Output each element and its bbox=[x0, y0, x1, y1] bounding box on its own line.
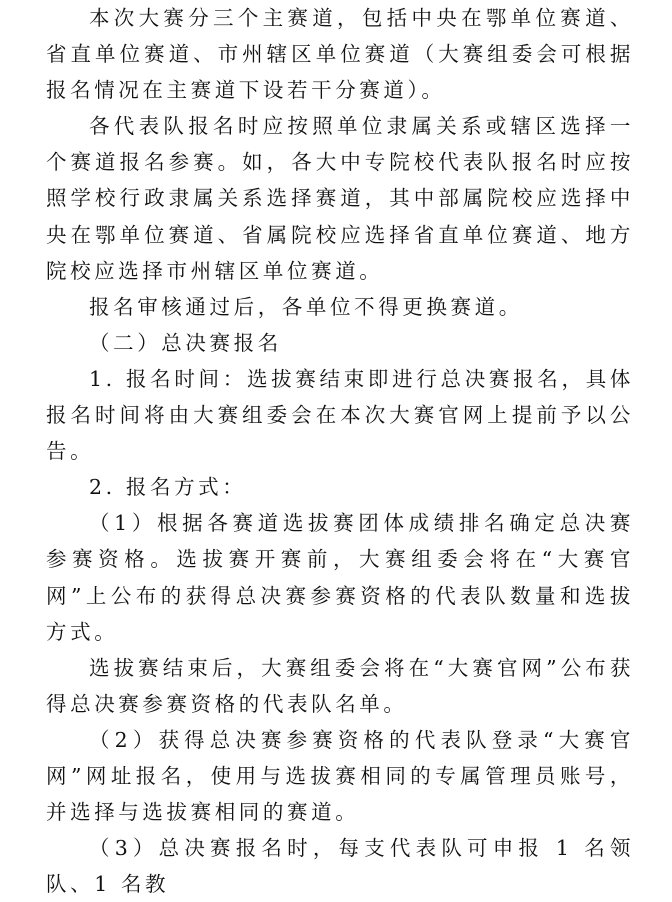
paragraph-method-item-1: （1）根据各赛道选拔赛团体成绩排名确定总决赛参赛资格。选拔赛开赛前，大赛组委会将在“大赛官网”上公布的获得总决赛参赛资格的代表队数量和选拔方式。 bbox=[46, 511, 634, 644]
paragraph-method-item-1-result: 选拔赛结束后，大赛组委会将在“大赛官网”公布获得总决赛参赛资格的代表队名单。 bbox=[46, 655, 634, 716]
paragraph-no-track-change: 报名审核通过后，各单位不得更换赛道。 bbox=[89, 294, 523, 319]
paragraph-registration-time: 1. 报名时间：选拔赛结束即进行总决赛报名，具体报名时间将由大赛组委会在本次大赛官网上提前予以公告。 bbox=[46, 366, 634, 464]
section-heading-final-registration: （二）总决赛报名 bbox=[89, 330, 282, 355]
paragraph-method-item-3: （3）总决赛报名时，每支代表队可申报 1 名领队、1 名教 bbox=[46, 836, 634, 897]
paragraph-track-overview: 本次大赛分三个主赛道，包括中央在鄂单位赛道、省直单位赛道、市州辖区单位赛道（大赛组委会可根据报名情况在主赛道下设若干分赛道）。 bbox=[46, 6, 634, 103]
document-body bbox=[46, 0, 634, 902]
paragraph-track-selection: 各代表队报名时应按照单位隶属关系或辖区选择一个赛道报名参赛。如，各大中专院校代表队报名时应按照学校行政隶属关系选择赛道，其中部属院校应选择中央在鄂单位赛道、省属院校应选择省直单位赛道、地方院校应选择市州辖区单位赛道。 bbox=[46, 114, 634, 283]
paragraph-method-item-2: （2）获得总决赛参赛资格的代表队登录“大赛官网”网址报名，使用与选拔赛相同的专属管理员账号，并选择与选拔赛相同的赛道。 bbox=[46, 727, 634, 825]
paragraph-registration-method: 2. 报名方式： bbox=[89, 475, 247, 500]
